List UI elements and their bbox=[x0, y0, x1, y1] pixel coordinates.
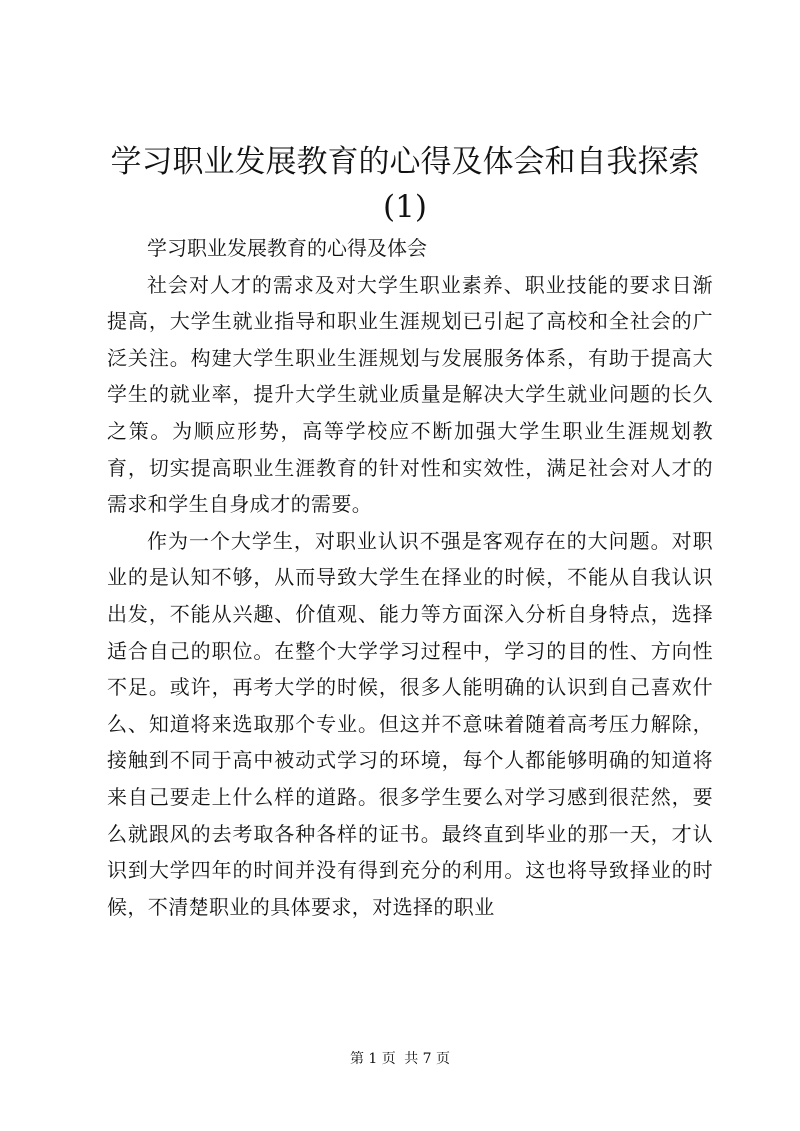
section-subheading: 学习职业发展教育的心得及体会 bbox=[147, 236, 427, 260]
document-body bbox=[107, 230, 713, 925]
page-number: 第 1 页 bbox=[349, 1051, 396, 1067]
page-footer bbox=[0, 1049, 800, 1069]
paragraph-1: 社会对人才的需求及对大学生职业素养、职业技能的要求日渐提高，大学生就业指导和职业生涯规划已引起了高校和全社会的广泛关注。构建大学生职业生涯规划与发展服务体系，有助于提高大学生的就业率，提升大学生就业质量是解决大学生就业问题的长久之策。为顺应形势，高等学校应不断加强大学生职业生涯规划教育，切实提高职业生涯教育的针对性和实效性，满足社会对人才的需求和学生自身成才的需要。 bbox=[107, 272, 713, 517]
paragraph-2: 作为一个大学生，对职业认识不强是客观存在的大问题。对职业的是认知不够，从而导致大学生在择业的时候，不能从自我认识出发，不能从兴趣、价值观、能力等方面深入分析自身特点，选择适合自己的职位。在整个大学学习过程中，学习的目的性、方向性不足。或许，再考大学的时候，很多人能明确的认识到自己喜欢什么、知道将来选取那个专业。但这并不意味着随着高考压力解除，接触到不同于高中被动式学习的环境，每个人都能够明确的知道将来自己要走上什么样的道路。很多学生要么对学习感到很茫然，要么就跟风的去考取各种各样的证书。最终直到毕业的那一天，才认识到大学四年的时间并没有得到充分的利用。这也将导致择业的时候，不清楚职业的具体要求，对选择的职业 bbox=[107, 528, 713, 919]
total-pages: 共 7 页 bbox=[404, 1051, 451, 1067]
document-title: 学习职业发展教育的心得及体会和自我探索(1) bbox=[110, 144, 700, 225]
